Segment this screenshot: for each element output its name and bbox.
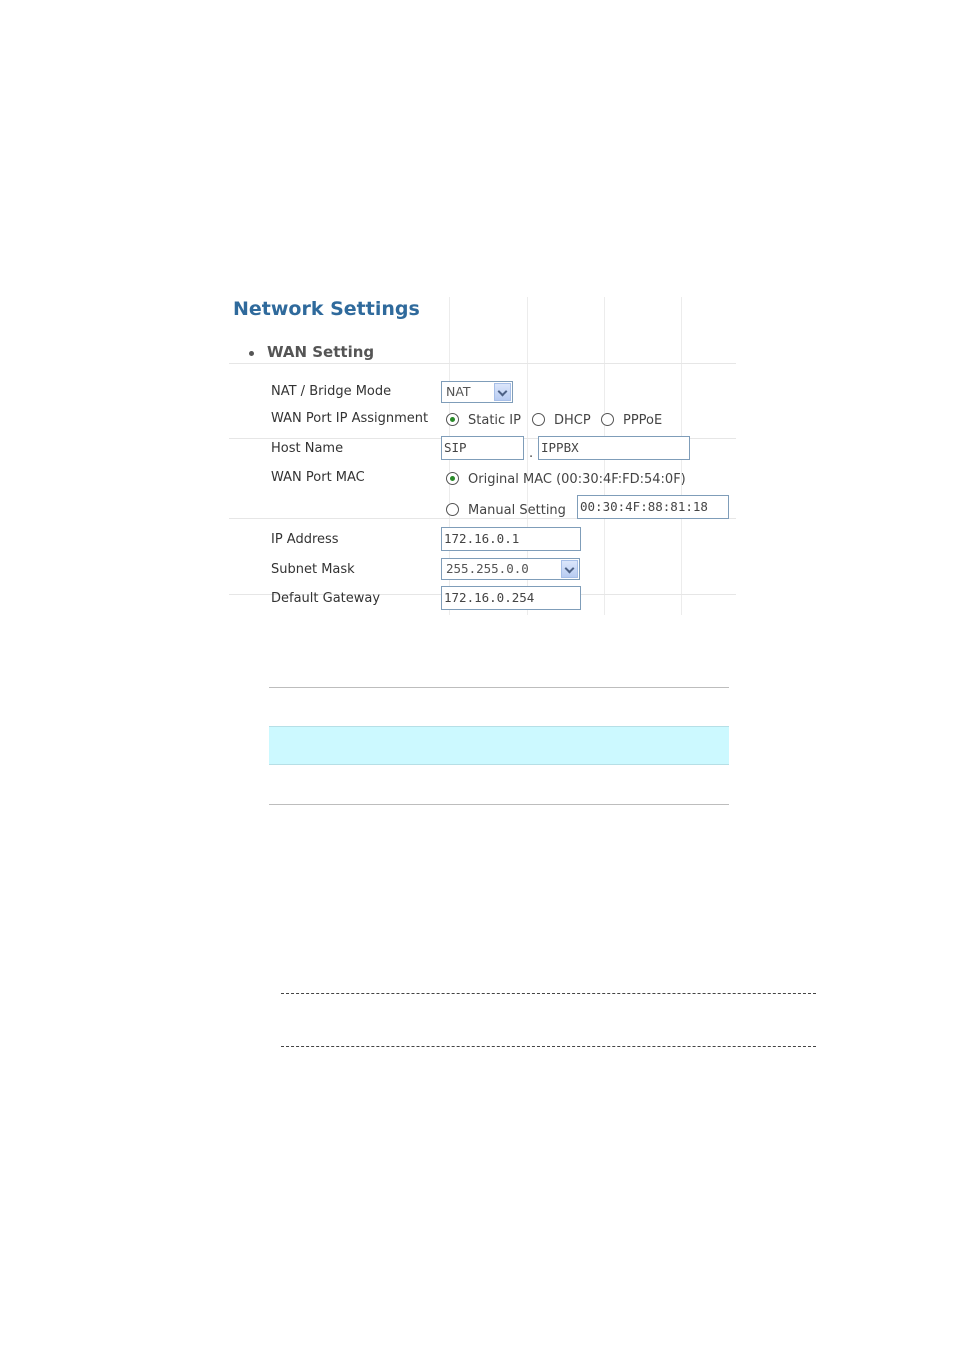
chevron-down-icon[interactable] bbox=[561, 560, 578, 578]
nat-bridge-value: NAT bbox=[446, 384, 471, 399]
dhcp-label: DHCP bbox=[554, 413, 591, 428]
host-name-label: Host Name bbox=[271, 441, 344, 456]
dashed-divider bbox=[281, 993, 816, 994]
dashed-divider bbox=[281, 1046, 816, 1047]
default-gateway-label: Default Gateway bbox=[271, 591, 381, 606]
original-mac-label: Original MAC (00:30:4F:FD:54:0F) bbox=[468, 472, 686, 487]
radio-pppoe[interactable] bbox=[601, 413, 614, 426]
nat-bridge-select[interactable] bbox=[441, 381, 513, 403]
host-name-input-2[interactable]: IPPBX bbox=[538, 436, 690, 460]
section-title: WAN Setting bbox=[267, 343, 375, 361]
radio-original-mac[interactable] bbox=[446, 472, 459, 485]
pppoe-label: PPPoE bbox=[623, 413, 663, 428]
manual-setting-label: Manual Setting bbox=[468, 503, 566, 518]
radio-static-ip[interactable] bbox=[446, 413, 459, 426]
nat-bridge-label: NAT / Bridge Mode bbox=[271, 384, 392, 399]
bullet-icon bbox=[249, 351, 254, 356]
ip-address-label: IP Address bbox=[271, 532, 339, 547]
subnet-mask-label: Subnet Mask bbox=[271, 562, 355, 577]
host-name-separator: . bbox=[529, 446, 534, 461]
divider bbox=[269, 687, 729, 688]
subnet-mask-value: 255.255.0.0 bbox=[446, 561, 529, 576]
page-title: Network Settings bbox=[233, 298, 420, 320]
radio-manual-mac[interactable] bbox=[446, 503, 459, 516]
static-ip-label: Static IP bbox=[468, 413, 521, 428]
subnet-mask-select[interactable] bbox=[441, 558, 580, 580]
divider bbox=[269, 804, 729, 805]
ip-address-input[interactable]: 172.16.0.1 bbox=[441, 527, 581, 551]
highlight-row bbox=[269, 726, 729, 765]
radio-dhcp[interactable] bbox=[532, 413, 545, 426]
manual-mac-input[interactable]: 00:30:4F:88:81:18 bbox=[577, 495, 729, 519]
host-name-input-1[interactable]: SIP bbox=[441, 436, 524, 460]
wan-ip-assignment-label: WAN Port IP Assignment bbox=[271, 411, 429, 426]
chevron-down-icon[interactable] bbox=[494, 383, 511, 401]
wan-mac-label: WAN Port MAC bbox=[271, 470, 365, 485]
grid-line bbox=[229, 363, 736, 364]
default-gateway-input[interactable]: 172.16.0.254 bbox=[441, 586, 581, 610]
